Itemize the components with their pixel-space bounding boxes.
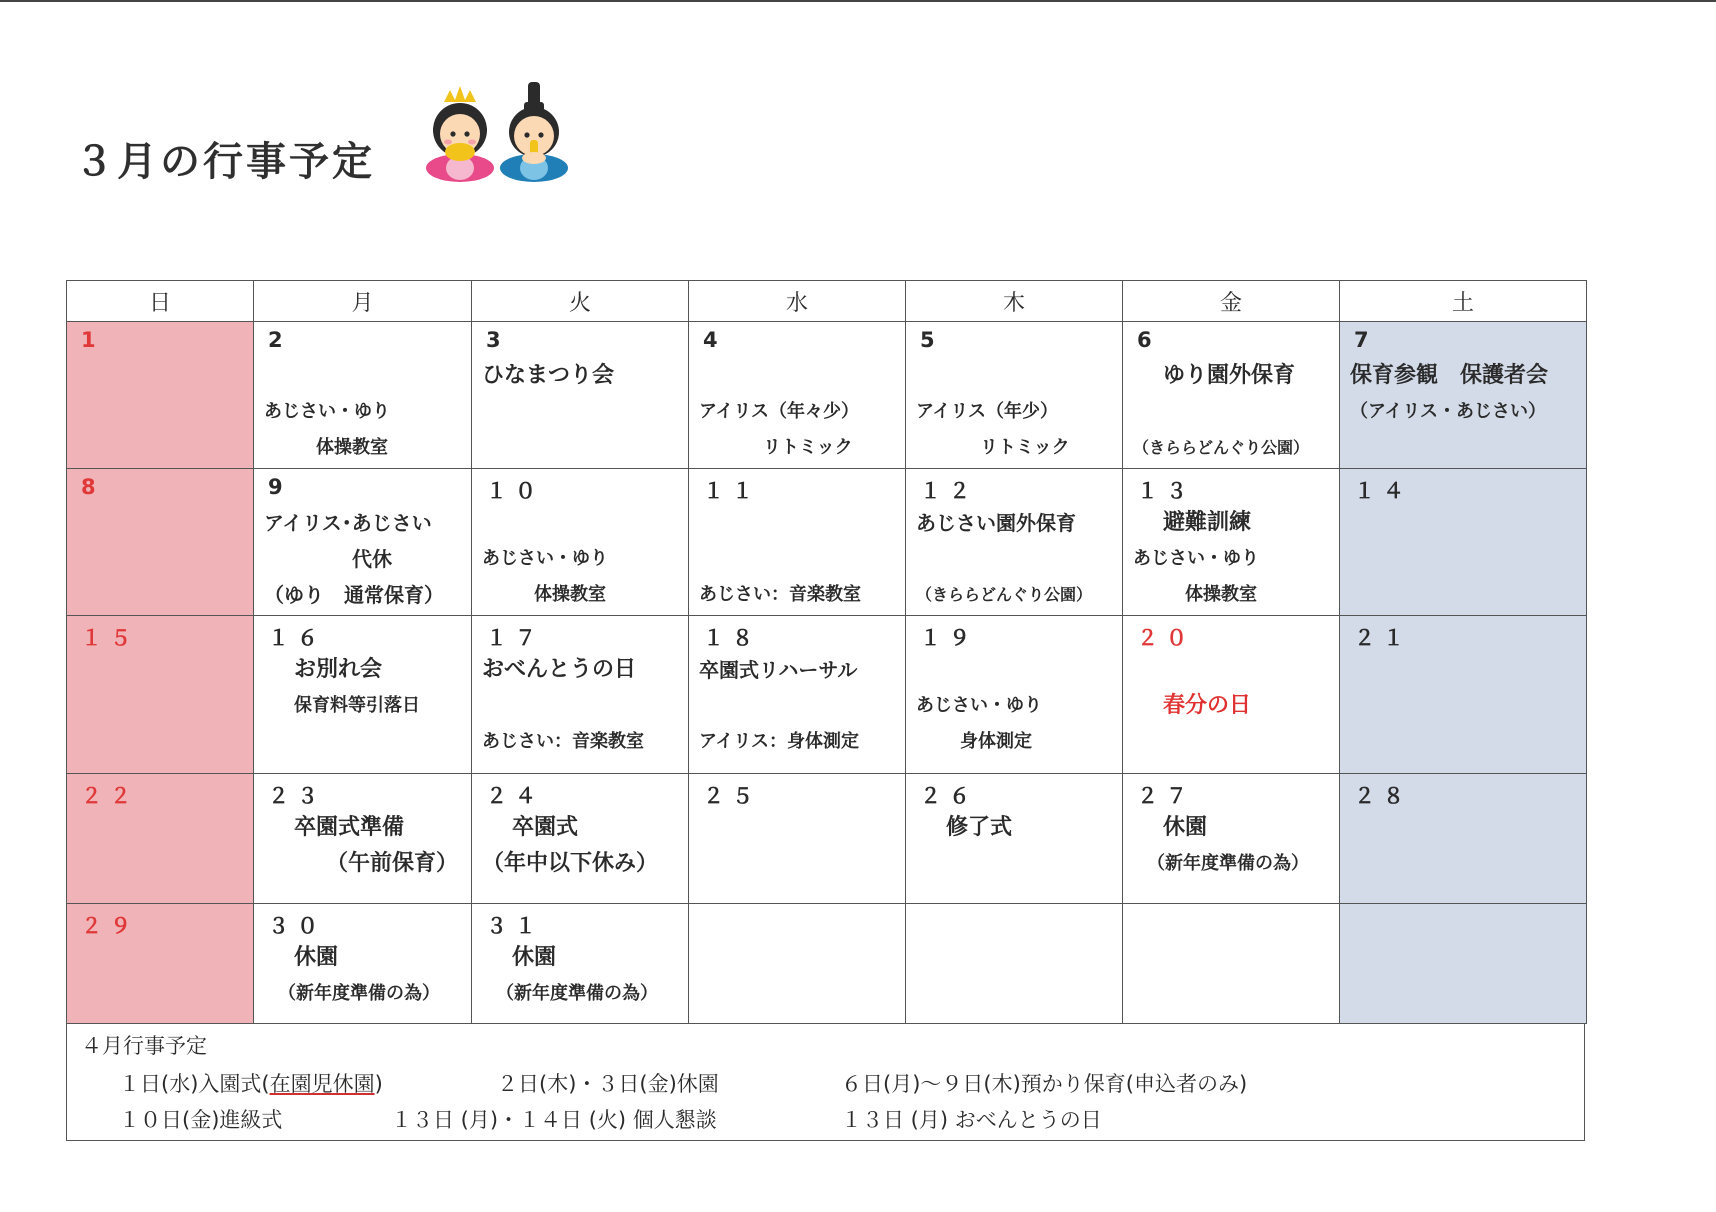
event-text: ゆり園外保育 [1163, 363, 1296, 388]
day-number: ２１ [1354, 626, 1412, 650]
event-text: あじさい園外保育 [916, 511, 1076, 535]
event-text: お別れ会 [294, 657, 383, 682]
day-number: 9 [268, 475, 291, 499]
weekday-wed: 水 [689, 281, 906, 322]
day-number: ２６ [920, 784, 978, 808]
event-text: 体操教室 [534, 584, 606, 605]
day-number: 2 [268, 328, 291, 352]
event-text: あじさい・ゆり [916, 695, 1042, 716]
event-text: 卒園式リハーサル [699, 658, 858, 682]
event-text: アイリス：身体測定 [699, 731, 860, 752]
day-number: ２９ [81, 914, 139, 938]
event-text: アイリス･あじさい [264, 511, 432, 535]
event-text: リトミック [763, 437, 853, 458]
day-number: １１ [703, 479, 761, 503]
april-event-5: １３日 (月)・１４日 (火) 個人懇談 [391, 1108, 717, 1132]
event-text: おべんとうの日 [482, 657, 637, 682]
day-number: １２ [920, 479, 978, 503]
day-cell [906, 616, 1123, 774]
weekday-header-row [67, 281, 1587, 322]
day-cell [689, 469, 906, 616]
day-number: 7 [1354, 328, 1377, 352]
day-cell [67, 469, 254, 616]
day-cell [254, 774, 472, 904]
week-row-5 [67, 904, 1587, 1024]
event-text: （アイリス・あじさい） [1350, 401, 1547, 422]
april-event-underlined: 在園児休園 [269, 1072, 375, 1096]
event-text: 修了式 [946, 815, 1013, 840]
april-event-3: ６日(月)～９日(木)預かり保育(申込者のみ) [841, 1072, 1248, 1096]
weekday-mon: 月 [254, 281, 472, 322]
day-number: 6 [1137, 328, 1160, 352]
day-number: 8 [81, 475, 104, 499]
weekday-fri: 金 [1123, 281, 1340, 322]
event-text: （きららどんぐり公園） [1133, 438, 1310, 457]
hina-dolls-illustration [424, 72, 570, 182]
day-cell [254, 904, 472, 1024]
april-event-6: １３日 (月) おべんとうの日 [841, 1108, 1102, 1132]
event-text: リトミック [980, 437, 1070, 458]
weekday-thu: 木 [906, 281, 1123, 322]
day-number: ２７ [1137, 784, 1195, 808]
day-number: ３１ [486, 914, 544, 938]
day-number: １５ [81, 626, 139, 650]
event-text: 代休 [352, 547, 392, 571]
day-number: ２４ [486, 784, 544, 808]
event-text: ひなまつり会 [482, 363, 615, 388]
day-number: 5 [920, 328, 943, 352]
day-cell [472, 322, 689, 469]
week-row-3 [67, 616, 1587, 774]
event-text: あじさい・ゆり [482, 548, 608, 569]
event-text: あじさい・ゆり [1133, 548, 1259, 569]
event-text: （新年度準備の為） [1147, 853, 1309, 874]
event-text: 身体測定 [960, 731, 1032, 752]
page-title: ３月の行事予定 [74, 139, 375, 185]
event-text: （ゆり 通常保育） [264, 583, 444, 607]
week-row-4 [67, 774, 1587, 904]
event-text: アイリス（年々少） [699, 401, 860, 422]
day-cell [254, 469, 472, 616]
day-number: １０ [486, 479, 544, 503]
day-number: ２８ [1354, 784, 1412, 808]
april-event-text: ) [374, 1072, 383, 1096]
day-cell [689, 904, 906, 1024]
day-cell [1340, 469, 1587, 616]
event-text: あじさい：音楽教室 [482, 731, 644, 752]
day-cell [906, 469, 1123, 616]
event-text: 卒園式 [512, 815, 579, 840]
day-cell [67, 774, 254, 904]
event-text: 卒園式準備 [294, 815, 405, 840]
april-event-4: １０日(金)進級式 [119, 1108, 283, 1132]
april-event-text: １日(水)入園式( [119, 1072, 270, 1096]
event-text: アイリス（年少） [916, 401, 1059, 422]
weekday-sat: 土 [1340, 281, 1587, 322]
april-heading: ４月行事予定 [81, 1034, 207, 1058]
day-number: １９ [920, 626, 978, 650]
day-number: １４ [1354, 479, 1412, 503]
event-text: 体操教室 [1185, 584, 1257, 605]
event-text: （きららどんぐり公園） [916, 585, 1093, 604]
day-number: １８ [703, 626, 761, 650]
event-text: 休園 [512, 945, 557, 970]
day-cell [472, 616, 689, 774]
day-cell [1123, 904, 1340, 1024]
day-cell [906, 904, 1123, 1024]
day-cell [1340, 904, 1587, 1024]
day-cell [472, 469, 689, 616]
event-text: 休園 [1163, 815, 1208, 840]
event-text: （新年度準備の為） [496, 983, 658, 1004]
event-text: 保育参観 保護者会 [1350, 363, 1549, 388]
day-number: １３ [1137, 479, 1195, 503]
day-cell [1340, 322, 1587, 469]
day-cell [906, 774, 1123, 904]
april-event-1 [119, 1068, 383, 1098]
day-number: ３０ [268, 914, 326, 938]
day-cell [254, 322, 472, 469]
top-border-line [0, 0, 1716, 2]
event-text: 休園 [294, 945, 339, 970]
day-cell [67, 322, 254, 469]
day-cell [1123, 322, 1340, 469]
day-cell [1340, 616, 1587, 774]
week-row-2 [67, 469, 1587, 616]
event-text: （新年度準備の為） [278, 983, 440, 1004]
weekday-tue: 火 [472, 281, 689, 322]
event-text: あじさい・ゆり [264, 401, 390, 422]
weekday-sun: 日 [67, 281, 254, 322]
april-schedule-box [66, 1024, 1585, 1141]
event-text: 体操教室 [316, 437, 388, 458]
day-cell [254, 616, 472, 774]
day-cell [1340, 774, 1587, 904]
day-cell [689, 322, 906, 469]
day-number: 3 [486, 328, 509, 352]
day-cell [689, 774, 906, 904]
event-text: 避難訓練 [1163, 510, 1252, 535]
day-number: 4 [703, 328, 726, 352]
event-text: 保育料等引落日 [294, 695, 420, 716]
event-text: あじさい：音楽教室 [699, 584, 861, 605]
day-cell [689, 616, 906, 774]
day-number: ２３ [268, 784, 326, 808]
holiday-text: 春分の日 [1163, 693, 1252, 718]
event-text: （午前保育） [326, 851, 459, 876]
day-cell [472, 904, 689, 1024]
day-number: ２２ [81, 784, 139, 808]
day-number: ２５ [703, 784, 761, 808]
day-cell [67, 616, 254, 774]
april-event-2: ２日(木)・３日(金)休園 [497, 1072, 719, 1096]
week-row-1 [67, 322, 1587, 469]
day-cell [67, 904, 254, 1024]
day-cell [906, 322, 1123, 469]
march-calendar-table [66, 280, 1587, 1024]
day-cell [1123, 774, 1340, 904]
day-number: 1 [81, 328, 104, 352]
day-cell [1123, 469, 1340, 616]
day-number: ２０ [1137, 626, 1195, 650]
day-cell [1123, 616, 1340, 774]
day-number: １６ [268, 626, 326, 650]
event-text: （年中以下休み） [482, 851, 659, 876]
day-cell [472, 774, 689, 904]
day-number: １７ [486, 626, 544, 650]
